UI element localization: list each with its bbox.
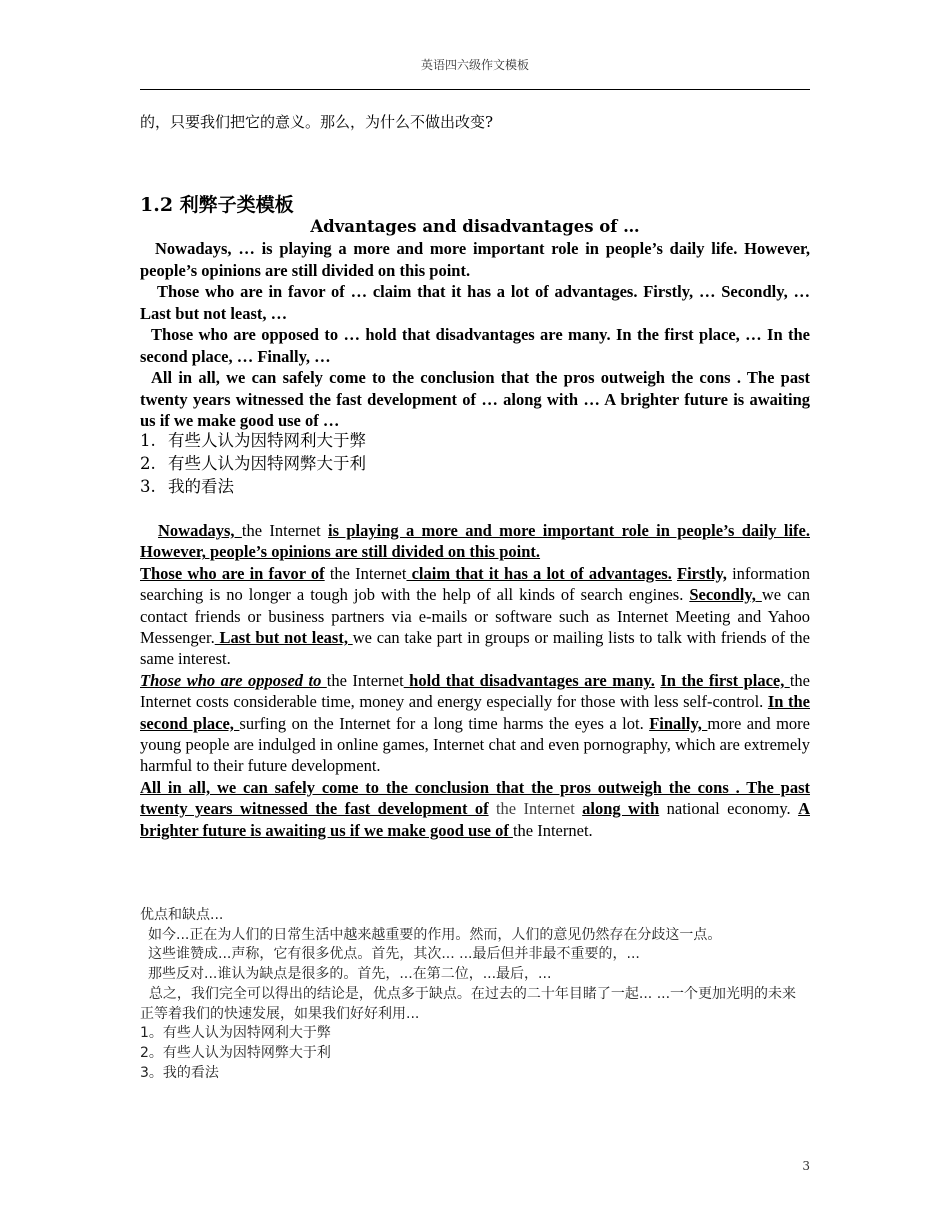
essay-span: Last but not least,: [214, 628, 353, 648]
translation-title: 优点和缺点...: [140, 907, 224, 923]
essay-span: information searching is no longer a tough job with the help of all kinds of search engines.: [140, 563, 810, 605]
essay-span: surfing on the Internet for a long time harms the eyes a lot.: [239, 713, 650, 733]
sample-essay: [140, 520, 810, 841]
essay-span: hold that disadvantages are many.: [403, 670, 655, 690]
essay-span: In the second place,: [140, 692, 810, 733]
list-number: 2.: [140, 454, 156, 473]
translation-line: 如今...正在为人们的日常生活中越来越重要的作用。然而，人们的意见仍然存在分歧这一点。: [148, 926, 722, 943]
translation-line: [140, 985, 810, 1024]
essay-span: is playing a more and more important role in people’s daily life. However, people’s opinions are still divided on this point.: [140, 521, 810, 562]
essay-span: we can take part in groups or mailing lists to talk with friends of the same interest.: [140, 628, 811, 669]
essay-span: All in all, we can safely come to the conclusion that the pros outweigh the cons . The past twenty years witnessed the fast development of: [140, 777, 810, 819]
template-title: Advantages and disadvantages of …: [310, 217, 640, 236]
list-item: [140, 475, 810, 498]
template-paragraph: All in all, we can safely come to the conclusion that the pros outweigh the cons . The past twenty years witnessed the fast development of … along with … A brighter future is awaiting us if we make good use of …: [140, 368, 810, 430]
essay-paragraph-1: [140, 520, 810, 563]
essay-span: Nowadays,: [158, 521, 242, 540]
essay-span: Those who are in favor of: [140, 563, 325, 583]
translation-line-text: 总之，我们完全可以得出的结论是，优点多于缺点。在过去的二十年目睹了一起... ...一个更加光明的未来正等着我们的快速发展，如果我们好好利用...: [140, 985, 797, 1022]
essay-span: the Internet: [241, 521, 329, 540]
essay-span: the Internet costs considerable time, money and energy especially for those with less self-control.: [140, 670, 810, 712]
chinese-translation: [140, 906, 810, 1083]
list-text: 我的看法: [168, 477, 234, 496]
list-item: [140, 452, 810, 475]
header-rule: [140, 89, 810, 90]
essay-span: A brighter future is awaiting us if we make good use of: [140, 799, 810, 840]
page-header-title: 英语四六级作文模板: [420, 58, 529, 72]
essay-span: the Internet: [324, 563, 407, 583]
list-number: 3.: [140, 477, 156, 496]
translation-outline-item: 1。有些人认为因特网利大于弊: [140, 1025, 331, 1042]
essay-span: the Internet: [326, 670, 404, 690]
list-text: 有些人认为因特网弊大于利: [168, 454, 366, 473]
essay-span: national economy.: [659, 799, 799, 819]
template-paragraph: Nowadays, … is playing a more and more important role in people’s daily life. However, people’s opinions are still divided on this point.: [140, 239, 810, 280]
essay-span: the Internet.: [512, 820, 593, 840]
essay-paragraph-3: [140, 670, 810, 777]
essay-span: along with: [582, 799, 660, 819]
essay-span: we can contact friends or business partners via e-mails or software such as Internet Meeting and Yahoo Messenger.: [140, 585, 811, 648]
translation-line: 这些谁赞成...声称，它有很多优点。首先，其次... ...最后但并非最不重要的，...: [148, 946, 640, 963]
essay-paragraph-2: [140, 563, 810, 670]
essay-span: In the first place,: [660, 670, 790, 690]
outline-list: [140, 429, 810, 498]
essay-paragraph-4: [140, 777, 810, 841]
template-paragraph: Those who are in favor of … claim that it has a lot of advantages. Firstly, … Secondly, … Last but not least, …: [140, 282, 810, 323]
essay-span: the Internet: [488, 799, 583, 819]
intro-text: 的，只要我们把它的意义。那么，为什么不做出改变?: [140, 113, 494, 131]
essay-span: more and more young people are indulged in online games, Internet chat and even pornography, which are extremely harmful to their future development.: [140, 713, 810, 776]
list-text: 有些人认为因特网利大于弊: [168, 431, 366, 450]
essay-span: Those who are opposed to: [140, 670, 327, 690]
list-number: 1.: [140, 431, 156, 450]
essay-span: claim that it has a lot of advantages.: [406, 563, 672, 583]
essay-span: Finally,: [649, 713, 708, 733]
essay-span: Firstly,: [676, 563, 727, 583]
page-number: 3: [802, 1159, 810, 1173]
translation-line: 那些反对...谁认为缺点是很多的。首先，...在第二位，...最后，...: [148, 966, 552, 983]
translation-outline-item: 3。我的看法: [140, 1064, 219, 1081]
essay-span: Secondly,: [689, 585, 762, 605]
template-paragraph: Those who are opposed to … hold that disadvantages are many. In the first place, … In the second place, … Finally, …: [140, 325, 810, 366]
section-heading: 1.2 利弊子类模板: [140, 194, 294, 216]
template-body: [140, 238, 810, 432]
translation-outline-item: 2。有些人认为因特网弊大于利: [140, 1044, 331, 1061]
list-item: [140, 429, 810, 452]
